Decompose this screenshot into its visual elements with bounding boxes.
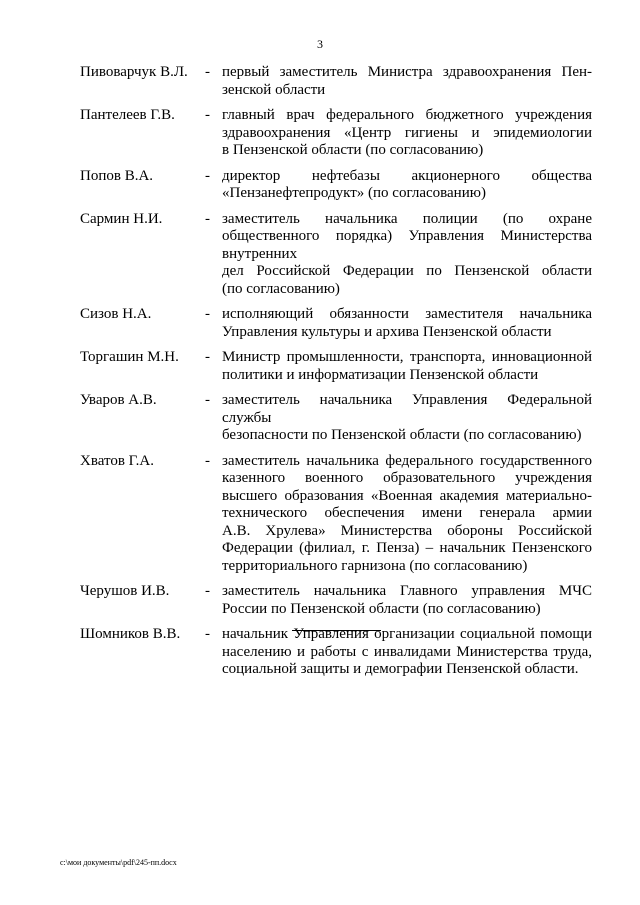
member-position	[222, 453, 592, 576]
member-position-line: заместитель начальника Управления Федеральной службы	[222, 392, 592, 426]
member-position-line: высшего образования «Военная академия материально-	[222, 487, 592, 504]
member-row	[0, 453, 640, 576]
member-position-line: политики и информатизации Пензенской области	[222, 366, 539, 383]
member-row	[0, 211, 640, 299]
member-dash: -	[205, 210, 210, 227]
member-name: Торгашин М.Н.	[80, 349, 179, 365]
member-row	[0, 626, 640, 679]
member-position-line: А.В. Хрулева» Министерства обороны Российской	[222, 522, 592, 539]
member-name: Хватов Г.А.	[80, 452, 154, 469]
page-number: 3	[317, 37, 323, 51]
member-name: Черушов И.В.	[80, 583, 170, 599]
member-dash: -	[205, 306, 210, 322]
member-position-line: Управления культуры и архива Пензенской области	[222, 323, 552, 340]
member-name: Пивоварчук В.Л.	[80, 64, 188, 80]
member-position	[222, 626, 592, 679]
member-row	[0, 392, 640, 445]
member-position-line: территориального гарнизона (по согласованию)	[222, 557, 528, 574]
member-position	[222, 349, 592, 384]
member-position-line: дел Российской Федерации по Пензенской области	[222, 263, 592, 279]
closing-rule	[292, 630, 381, 631]
members-list	[0, 64, 640, 687]
member-name: Шомников В.В.	[80, 626, 181, 642]
member-position-line: директор нефтебазы акционерного общества	[222, 167, 592, 184]
member-position	[222, 107, 592, 160]
member-row	[0, 168, 640, 203]
member-position-line: главный врач федерального бюджетного учреждения	[222, 107, 592, 123]
member-position-line: России по Пензенской области (по согласованию)	[222, 600, 541, 617]
member-position-line: исполняющий обязанности заместителя начальника	[222, 306, 592, 322]
member-position	[222, 392, 592, 445]
member-dash: -	[205, 626, 210, 642]
member-name: Сизов Н.А.	[80, 306, 152, 322]
member-dash: -	[205, 392, 210, 408]
member-position-line: заместитель начальника полиции (по охране общественного порядка) Управления Министерства внутренних	[222, 210, 592, 262]
member-position-line: зенской области	[222, 81, 326, 98]
member-position-line: населению и работы с инвалидами Министерства труда,	[222, 643, 592, 660]
member-name: Сармин Н.И.	[80, 210, 163, 227]
member-position	[222, 64, 592, 99]
member-dash: -	[205, 583, 210, 599]
member-position-line: Министр промышленности, транспорта, инновационной	[222, 349, 592, 365]
member-position-line: первый заместитель Министра здравоохранения Пен-	[222, 64, 592, 80]
member-position	[222, 306, 592, 341]
member-dash: -	[205, 64, 210, 80]
member-dash: -	[205, 167, 210, 184]
member-row	[0, 64, 640, 99]
member-position-line: безопасности по Пензенской области (по согласованию)	[222, 427, 582, 443]
member-position-line: Федерации (филиал, г. Пенза) – начальник Пензенского	[222, 540, 592, 556]
member-position-line: казенного военного образовательного учреждения	[222, 470, 592, 486]
member-position-line: заместитель начальника Главного управления МЧС	[222, 583, 592, 599]
member-position-line: «Пензанефтепродукт» (по согласованию)	[222, 185, 486, 201]
member-dash: -	[205, 349, 210, 365]
member-position	[222, 211, 592, 299]
footer-file-path: c:\мои документы\pdf\245-пп.docx	[60, 858, 177, 867]
member-position-line: (по согласованию)	[222, 280, 340, 297]
member-position-line: социальной защиты и демографии Пензенской области.	[222, 661, 579, 677]
member-dash: -	[205, 107, 210, 123]
member-position-line: здравоохранения «Центр гигиены и эпидемиологии	[222, 124, 592, 141]
member-position	[222, 168, 592, 203]
member-position-line: заместитель начальника федерального государственного	[222, 452, 592, 469]
member-position-line: начальник Управления организации социальной помощи	[222, 626, 592, 642]
member-name: Уваров А.В.	[80, 392, 157, 408]
member-name: Пантелеев Г.В.	[80, 107, 175, 123]
member-position	[222, 583, 592, 618]
member-dash: -	[205, 452, 210, 469]
member-row	[0, 583, 640, 618]
member-name: Попов В.А.	[80, 167, 154, 184]
member-row	[0, 306, 640, 341]
member-position-line: технического обеспечения имени генерала армии	[222, 505, 592, 521]
member-row	[0, 107, 640, 160]
member-row	[0, 349, 640, 384]
member-position-line: в Пензенской области (по согласованию)	[222, 142, 484, 158]
